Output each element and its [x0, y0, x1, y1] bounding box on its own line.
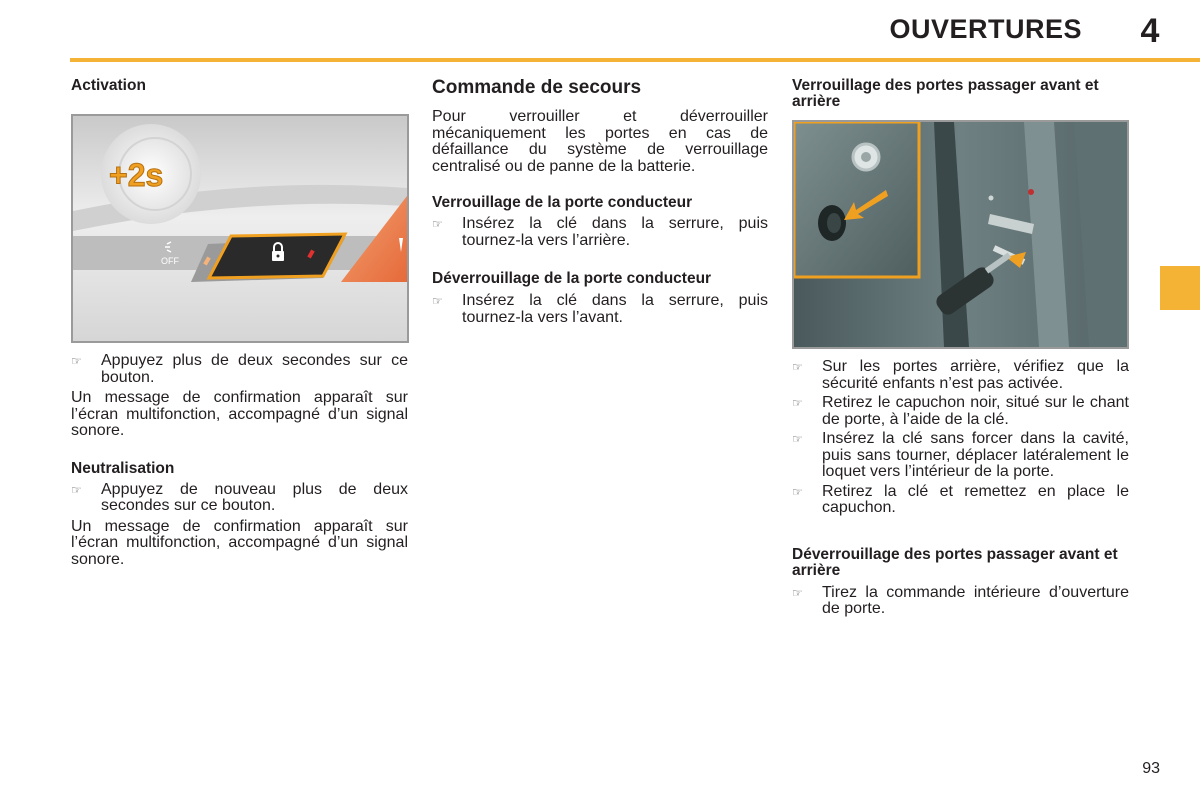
pointing-hand-icon: ☞ — [792, 432, 803, 446]
emergency-heading: Commande de secours — [432, 77, 642, 98]
passenger-bullet-1: ☞ Sur les portes arrière, vérifiez que la sécurité enfants n’est pas activée. — [792, 358, 1129, 392]
pointing-hand-icon: ☞ — [432, 217, 443, 231]
pointing-hand-icon: ☞ — [792, 360, 803, 374]
passenger-unlock-bullet: ☞ Tirez la commande intérieure d’ouverture de porte. — [792, 583, 1129, 617]
pointing-hand-icon: ☞ — [71, 354, 82, 368]
pointing-hand-icon: ☞ — [792, 585, 803, 600]
hold-duration-label: +2s — [109, 157, 164, 193]
chapter-number: 4 — [1140, 12, 1160, 50]
column-activation — [71, 78, 408, 94]
driver-lock-bullet: ☞ Insérez la clé dans la serrure, puis tournez-la vers l’arrière. — [432, 215, 768, 249]
passenger-lock-heading: Verrouillage des portes passager avant et arrière — [792, 77, 1099, 110]
neutralisation-paragraph: Un message de confirmation apparaît sur l’écran multifonction, accompagné d’un signal sonore. — [71, 517, 408, 568]
neutralisation-bullet: ☞ Appuyez de nouveau plus de deux secondes sur ce bouton. — [71, 480, 408, 514]
passenger-bullet-4: ☞ Retirez la clé et remettez en place le capuchon. — [792, 482, 1129, 516]
driver-lock-heading: Verrouillage de la porte conducteur — [432, 194, 693, 211]
driver-unlock-bullet: ☞ Insérez la clé dans la serrure, puis tournez-la vers l’avant. — [432, 292, 768, 326]
emergency-intro: Pour verrouiller et déverrouiller mécaniquement les portes en cas de défaillance du système de verrouillage centralisé ou de panne de la batterie. — [432, 108, 768, 175]
activation-paragraph: Un message de confirmation apparaît sur l’écran multifonction, accompagné d’un signal sonore. — [71, 389, 408, 439]
column-passenger-text — [792, 359, 1129, 618]
pointing-hand-icon: ☞ — [792, 484, 803, 499]
page-number: 93 — [1142, 760, 1160, 777]
chapter-title: OUVERTURES — [889, 14, 1082, 44]
activation-heading: Activation — [71, 77, 146, 94]
neutralisation-heading: Neutralisation — [71, 459, 175, 477]
activation-bullet: ☞ Appuyez plus de deux secondes sur ce bouton. — [71, 352, 408, 386]
column-activation-text — [71, 353, 408, 568]
passenger-bullet-3: ☞ Insérez la clé sans forcer dans la cavité, puis sans tourner, déplacer latéralement le loquet vers l’intérieur de la porte. — [792, 430, 1129, 480]
pointing-hand-icon: ☞ — [792, 396, 803, 410]
off-label: OFF — [161, 256, 179, 266]
passenger-lock-figure — [792, 120, 1129, 349]
column-emergency — [432, 77, 768, 326]
column-passenger-lock-heading — [792, 78, 1129, 110]
pointing-hand-icon: ☞ — [71, 482, 82, 497]
passenger-unlock-heading: Déverrouillage des portes passager avant et arrière — [792, 545, 1118, 579]
pointing-hand-icon: ☞ — [432, 294, 443, 308]
passenger-bullet-2: ☞ Retirez le capuchon noir, situé sur le chant de porte, à l’aide de la clé. — [792, 394, 1129, 428]
header-rule — [70, 58, 1200, 62]
activation-figure — [71, 114, 409, 343]
dashboard-switch-illustration — [73, 116, 407, 341]
door-edge-illustration — [794, 122, 1127, 347]
chapter-side-tab — [1160, 266, 1200, 310]
driver-unlock-heading: Déverrouillage de la porte conducteur — [432, 270, 712, 287]
